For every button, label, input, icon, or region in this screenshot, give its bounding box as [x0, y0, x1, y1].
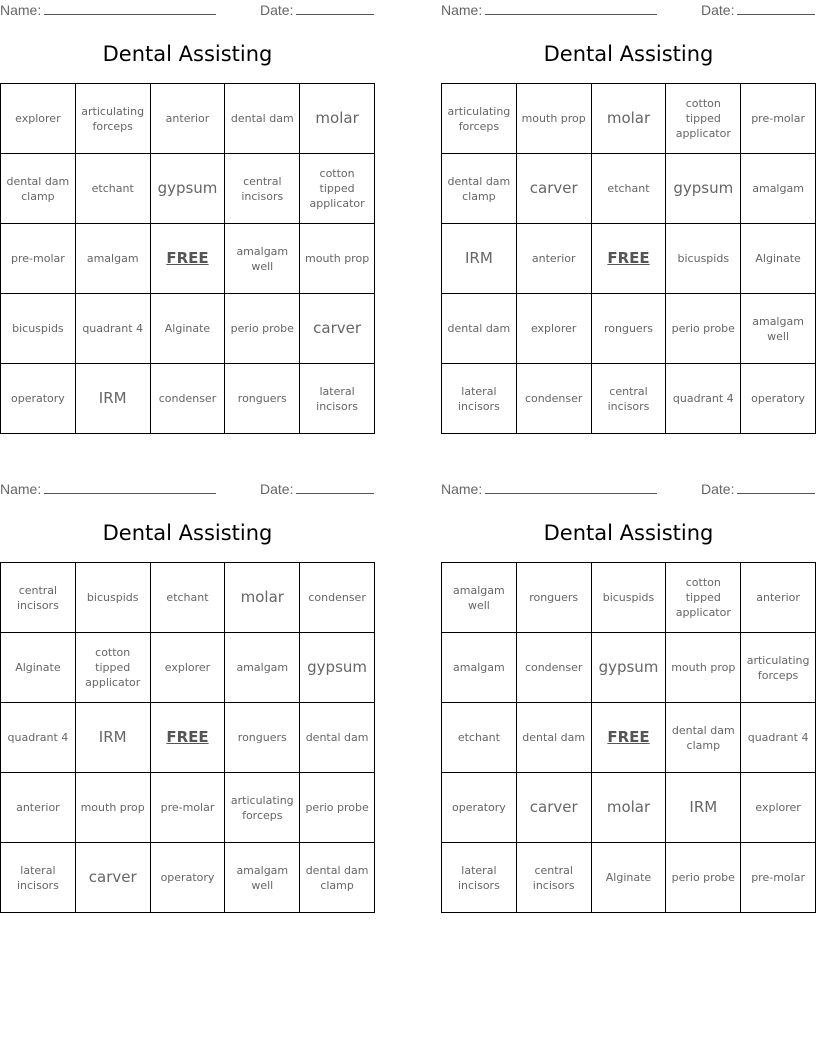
- bingo-cell[interactable]: bicuspids: [76, 563, 151, 633]
- bingo-cell[interactable]: quadrant 4: [1, 703, 76, 773]
- bingo-cell[interactable]: quadrant 4: [666, 364, 741, 434]
- name-field: [0, 481, 216, 497]
- bingo-cell[interactable]: IRM: [442, 224, 517, 294]
- bingo-cell[interactable]: condenser: [300, 563, 375, 633]
- bingo-cell[interactable]: lateral incisors: [442, 843, 517, 913]
- name-label: Name:: [441, 2, 483, 18]
- bingo-card-4: [441, 479, 816, 892]
- card-header: [0, 0, 375, 22]
- bingo-cell[interactable]: amalgam well: [442, 563, 517, 633]
- name-field: [441, 2, 657, 18]
- bingo-cell[interactable]: central incisors: [592, 364, 667, 434]
- bingo-cell[interactable]: molar: [592, 84, 667, 154]
- bingo-cell[interactable]: perio probe: [666, 294, 741, 364]
- date-label: Date:: [701, 2, 735, 18]
- bingo-cell[interactable]: mouth prop: [666, 633, 741, 703]
- bingo-cell[interactable]: perio probe: [666, 843, 741, 913]
- bingo-grid: [441, 562, 816, 913]
- bingo-card-3: [0, 479, 375, 892]
- bingo-cell[interactable]: amalgam: [442, 633, 517, 703]
- bingo-cell[interactable]: molar: [592, 773, 667, 843]
- bingo-cell[interactable]: pre-molar: [741, 84, 816, 154]
- bingo-cell[interactable]: central incisors: [1, 563, 76, 633]
- bingo-cell[interactable]: amalgam well: [225, 843, 300, 913]
- bingo-cell[interactable]: articulating forceps: [442, 84, 517, 154]
- bingo-cell[interactable]: pre-molar: [1, 224, 76, 294]
- bingo-cell[interactable]: quadrant 4: [76, 294, 151, 364]
- free-space-cell[interactable]: FREE: [151, 224, 226, 294]
- bingo-cell[interactable]: operatory: [442, 773, 517, 843]
- bingo-cell[interactable]: anterior: [741, 563, 816, 633]
- bingo-cell[interactable]: lateral incisors: [442, 364, 517, 434]
- bingo-card-1: [0, 0, 375, 413]
- bingo-cell[interactable]: carver: [300, 294, 375, 364]
- bingo-cell[interactable]: IRM: [666, 773, 741, 843]
- card-title: Dental Assisting: [543, 521, 714, 545]
- bingo-cell[interactable]: pre-molar: [151, 773, 226, 843]
- bingo-cell[interactable]: cotton tipped applicator: [300, 154, 375, 224]
- bingo-cell[interactable]: pre-molar: [741, 843, 816, 913]
- date-label: Date:: [260, 2, 294, 18]
- date-blank-line[interactable]: [737, 481, 815, 494]
- bingo-cell[interactable]: explorer: [517, 294, 592, 364]
- date-label: Date:: [260, 481, 294, 497]
- bingo-cell[interactable]: dental dam clamp: [666, 703, 741, 773]
- bingo-cell[interactable]: mouth prop: [517, 84, 592, 154]
- bingo-cell[interactable]: condenser: [151, 364, 226, 434]
- date-field: [260, 481, 374, 497]
- bingo-cell[interactable]: ronguers: [225, 364, 300, 434]
- bingo-cell[interactable]: molar: [225, 563, 300, 633]
- bingo-cell[interactable]: Alginate: [151, 294, 226, 364]
- card-title: Dental Assisting: [102, 42, 273, 66]
- bingo-cell[interactable]: dental dam: [300, 703, 375, 773]
- date-field: [701, 2, 815, 18]
- bingo-grid: [0, 562, 375, 913]
- bingo-cell[interactable]: carver: [76, 843, 151, 913]
- bingo-cell[interactable]: etchant: [442, 703, 517, 773]
- card-title: Dental Assisting: [543, 42, 714, 66]
- name-blank-line[interactable]: [44, 481, 216, 494]
- bingo-cell[interactable]: central incisors: [225, 154, 300, 224]
- bingo-cell[interactable]: operatory: [741, 364, 816, 434]
- bingo-cell[interactable]: molar: [300, 84, 375, 154]
- bingo-cell[interactable]: amalgam well: [225, 224, 300, 294]
- bingo-cell[interactable]: explorer: [741, 773, 816, 843]
- bingo-cell[interactable]: IRM: [76, 703, 151, 773]
- bingo-cell[interactable]: dental dam clamp: [300, 843, 375, 913]
- bingo-cell[interactable]: carver: [517, 154, 592, 224]
- name-label: Name:: [0, 2, 42, 18]
- name-blank-line[interactable]: [44, 2, 216, 15]
- bingo-cell[interactable]: ronguers: [592, 294, 667, 364]
- bingo-cell[interactable]: articulating forceps: [741, 633, 816, 703]
- name-label: Name:: [0, 481, 42, 497]
- bingo-cell[interactable]: etchant: [76, 154, 151, 224]
- date-label: Date:: [701, 481, 735, 497]
- bingo-cell[interactable]: IRM: [76, 364, 151, 434]
- bingo-cell[interactable]: cotton tipped applicator: [666, 84, 741, 154]
- bingo-cell[interactable]: gypsum: [592, 633, 667, 703]
- bingo-cell[interactable]: carver: [517, 773, 592, 843]
- bingo-cell[interactable]: Alginate: [741, 224, 816, 294]
- bingo-cell[interactable]: cotton tipped applicator: [76, 633, 151, 703]
- bingo-grid: [0, 83, 375, 434]
- bingo-card-2: [441, 0, 816, 413]
- bingo-cell[interactable]: perio probe: [300, 773, 375, 843]
- date-blank-line[interactable]: [296, 2, 374, 15]
- name-blank-line[interactable]: [485, 481, 657, 494]
- name-field: [441, 481, 657, 497]
- bingo-cell[interactable]: explorer: [1, 84, 76, 154]
- card-title: Dental Assisting: [102, 521, 273, 545]
- bingo-cell[interactable]: gypsum: [300, 633, 375, 703]
- bingo-cell[interactable]: central incisors: [517, 843, 592, 913]
- bingo-cell[interactable]: gypsum: [151, 154, 226, 224]
- card-header: [441, 479, 816, 501]
- name-field: [0, 2, 216, 18]
- date-field: [260, 2, 374, 18]
- bingo-cell[interactable]: articulating forceps: [225, 773, 300, 843]
- bingo-cell[interactable]: anterior: [517, 224, 592, 294]
- bingo-cell[interactable]: etchant: [151, 563, 226, 633]
- bingo-cell[interactable]: operatory: [1, 364, 76, 434]
- free-space-cell[interactable]: FREE: [592, 703, 667, 773]
- bingo-cell[interactable]: mouth prop: [76, 773, 151, 843]
- bingo-cell[interactable]: dental dam clamp: [1, 154, 76, 224]
- bingo-cell[interactable]: anterior: [151, 84, 226, 154]
- bingo-cell[interactable]: lateral incisors: [300, 364, 375, 434]
- bingo-cell[interactable]: quadrant 4: [741, 703, 816, 773]
- bingo-cell[interactable]: articulating forceps: [76, 84, 151, 154]
- bingo-cell[interactable]: operatory: [151, 843, 226, 913]
- bingo-cell[interactable]: Alginate: [592, 843, 667, 913]
- bingo-cell[interactable]: gypsum: [666, 154, 741, 224]
- bingo-cell[interactable]: amalgam well: [741, 294, 816, 364]
- bingo-cell[interactable]: condenser: [517, 364, 592, 434]
- free-space-cell[interactable]: FREE: [151, 703, 226, 773]
- bingo-cell[interactable]: dental dam: [225, 84, 300, 154]
- bingo-cell[interactable]: bicuspids: [1, 294, 76, 364]
- bingo-cell[interactable]: perio probe: [225, 294, 300, 364]
- bingo-cell[interactable]: bicuspids: [666, 224, 741, 294]
- bingo-cell[interactable]: anterior: [1, 773, 76, 843]
- date-field: [701, 481, 815, 497]
- bingo-cell[interactable]: dental dam clamp: [442, 154, 517, 224]
- bingo-grid: [441, 83, 816, 434]
- bingo-cell[interactable]: amalgam: [76, 224, 151, 294]
- bingo-cell[interactable]: dental dam: [442, 294, 517, 364]
- bingo-cell[interactable]: Alginate: [1, 633, 76, 703]
- bingo-cell[interactable]: condenser: [517, 633, 592, 703]
- bingo-cell[interactable]: cotton tipped applicator: [666, 563, 741, 633]
- bingo-cell[interactable]: lateral incisors: [1, 843, 76, 913]
- bingo-cell[interactable]: bicuspids: [592, 563, 667, 633]
- name-blank-line[interactable]: [485, 2, 657, 15]
- bingo-cell[interactable]: etchant: [592, 154, 667, 224]
- bingo-cell[interactable]: dental dam: [517, 703, 592, 773]
- bingo-cell[interactable]: ronguers: [225, 703, 300, 773]
- card-header: [441, 0, 816, 22]
- bingo-cell[interactable]: amalgam: [225, 633, 300, 703]
- free-space-cell[interactable]: FREE: [592, 224, 667, 294]
- date-blank-line[interactable]: [296, 481, 374, 494]
- name-label: Name:: [441, 481, 483, 497]
- bingo-cell[interactable]: explorer: [151, 633, 226, 703]
- date-blank-line[interactable]: [737, 2, 815, 15]
- bingo-cell[interactable]: ronguers: [517, 563, 592, 633]
- card-header: [0, 479, 375, 501]
- bingo-cell[interactable]: amalgam: [741, 154, 816, 224]
- bingo-cell[interactable]: mouth prop: [300, 224, 375, 294]
